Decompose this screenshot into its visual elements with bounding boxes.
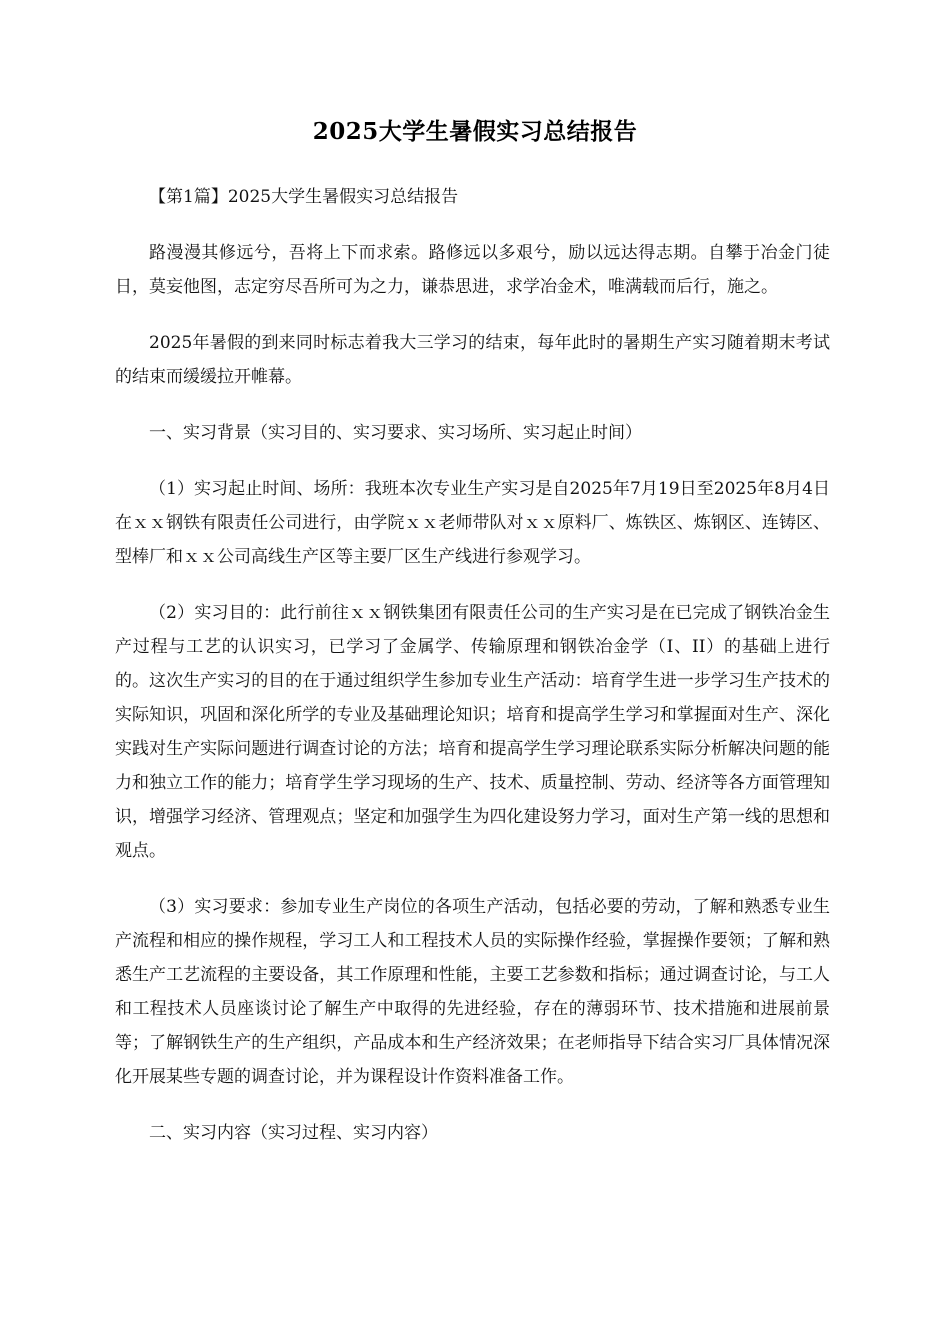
chapter-heading: 【第1篇】2025大学生暑假实习总结报告: [149, 187, 459, 207]
document-body: [115, 180, 830, 1172]
section-heading: 二、实习内容（实习过程、实习内容）: [149, 1123, 438, 1143]
body-paragraph: 2025年暑假的到来同时标志着我大三学习的结束，每年此时的暑期生产实习随着期末考试的结束而缓缓拉开帷幕。: [115, 333, 830, 387]
document-title: 2025大学生暑假实习总结报告: [312, 118, 638, 145]
body-paragraph: 路漫漫其修远兮，吾将上下而求索。路修远以多艰兮，励以远达得志期。自攀于冶金门徒日，莫妄他图，志定穷尽吾所可为之力，谦恭思进，求学冶金术，唯满载而后行，施之。: [115, 243, 830, 297]
body-paragraph: （3）实习要求：参加专业生产岗位的各项生产活动，包括必要的劳动，了解和熟悉专业生产流程和相应的操作规程，学习工人和工程技术人员的实际操作经验，掌握操作要领；了解和熟悉生产工艺流程的主要设备，其工作原理和性能，主要工艺参数和指标；通过调查讨论，与工人和工程技术人员座谈讨论了解生产中取得的先进经验，存在的薄弱环节、技术措施和进展前景等；了解钢铁生产的生产组织，产品成本和生产经济效果；在老师指导下结合实习厂具体情况深化开展某些专题的调查讨论，并为课程设计作资料准备工作。: [115, 897, 830, 1087]
section-heading: 一、实习背景（实习目的、实习要求、实习场所、实习起止时间）: [149, 423, 642, 443]
body-paragraph: （2）实习目的：此行前往ｘｘ钢铁集团有限责任公司的生产实习是在已完成了钢铁冶金生产过程与工艺的认识实习，已学习了金属学、传输原理和钢铁冶金学（I、II）的基础上进行的。这次生产实习的目的在于通过组织学生参加专业生产活动：培育学生进一步学习生产技术的实际知识，巩固和深化所学的专业及基础理论知识；培育和提高学生学习和掌握面对生产、深化实践对生产实际问题进行调查讨论的方法；培育和提高学生学习理论联系实际分析解决问题的能力和独立工作的能力；培育学生学习现场的生产、技术、质量控制、劳动、经济等各方面管理知识，增强学习经济、管理观点；坚定和加强学生为四化建设努力学习，面对生产第一线的思想和观点。: [115, 603, 830, 861]
body-paragraph: （1）实习起止时间、场所：我班本次专业生产实习是自2025年7月19日至2025年8月4日在ｘｘ钢铁有限责任公司进行，由学院ｘｘ老师带队对ｘｘ原料厂、炼铁区、炼钢区、连铸区、型棒厂和ｘｘ公司高线生产区等主要厂区生产线进行参观学习。: [115, 479, 830, 567]
